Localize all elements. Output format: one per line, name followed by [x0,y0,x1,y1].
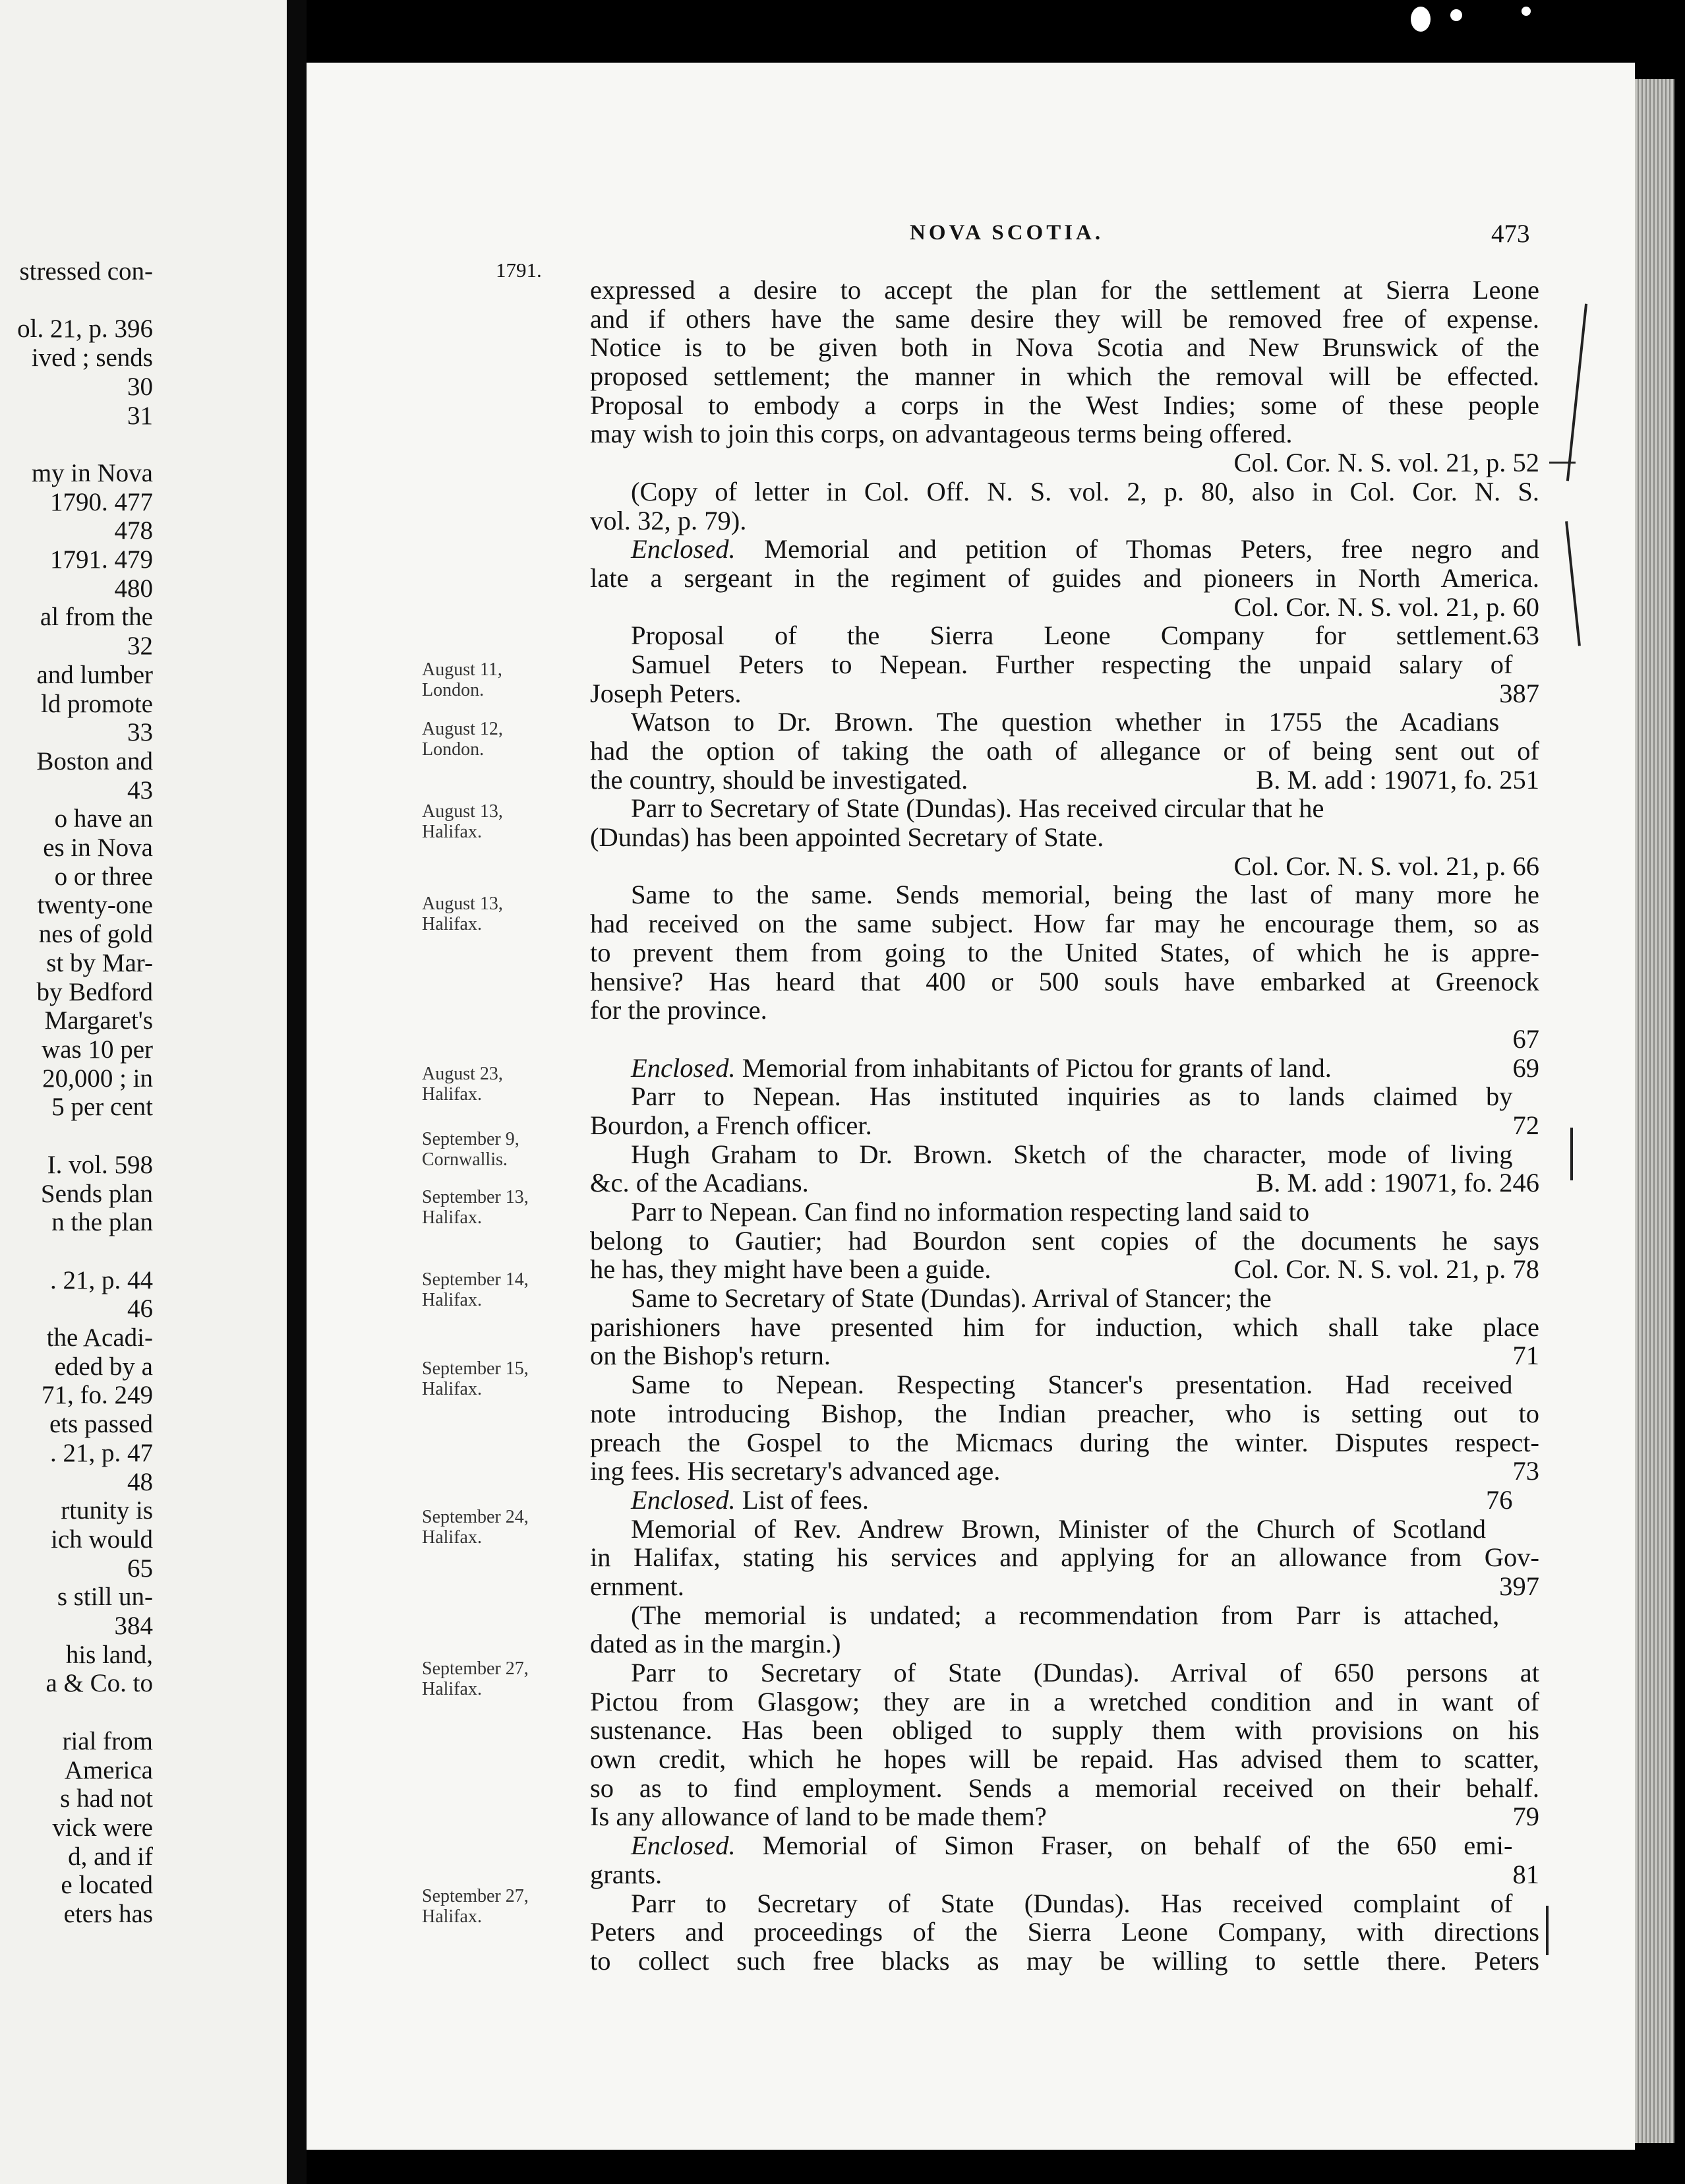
text-line: Enclosed. List of fees. 76 [631,1484,1513,1515]
margin-note [422,1187,587,1228]
margin-note [422,1129,587,1170]
left-page-line: es in Nova [43,834,153,863]
text-line: Enclosed. Memorial from inhabitants of Pictou for grants of land. 69 [631,1052,1539,1083]
left-page-line [0,1698,153,1727]
margin-note-place: Halifax. [422,1679,482,1699]
text-line: Hugh Graham to Dr. Brown. Sketch of the character, mode of living [631,1139,1513,1169]
text-line: dated as in the margin.) [590,1629,841,1659]
margin-note-date: August 13, [422,894,503,914]
margin-note-date: September 13, [422,1187,529,1207]
left-page-line [0,430,153,459]
left-page-line: rial from [62,1726,153,1755]
left-page-line: a & Co. to [45,1669,153,1698]
left-page-line: ol. 21, p. 396 [17,315,153,344]
text-line: on the Bishop's return. 71 [590,1341,1539,1371]
left-page-line: . 21, p. 44 [50,1265,153,1294]
margin-note-date: September 14, [422,1269,529,1290]
text-line: Memorial of Rev. Andrew Brown, Minister of the Church of Scotland [631,1513,1486,1544]
text-line: preach the Gospel to the Micmacs during the winter. Disputes respect- [590,1427,1539,1457]
left-page-line: 32 [127,632,153,661]
text-line: Parr to Nepean. Can find no information respecting land said to [631,1197,1310,1227]
left-page-line: the Acadi- [46,1323,153,1352]
text-line: (Dundas) has been appointed Secretary of State. [590,822,1104,853]
scan-speck [1411,7,1431,32]
left-page-line: ich would [51,1525,153,1554]
left-page-line: d, and if [68,1842,153,1871]
left-page-line: Sends plan [40,1179,153,1208]
text-line: to prevent them from going to the United States, of which he is appre- [590,937,1539,967]
text-line: Proposal to embody a corps in the West Indies; some of these people [590,390,1539,420]
text-line: (The memorial is undated; a recommendation from Parr is attached, [631,1600,1500,1630]
text-line: Notice is to be given both in Nova Scotia and New Brunswick of the [590,332,1539,363]
left-page-line: 384 [114,1612,153,1641]
margin-note [422,1658,587,1699]
text-line: Same to the same. Sends memorial, being the last of many more he [631,880,1539,910]
text-line: Parr to Nepean. Has instituted inquiries as to lands claimed by [631,1081,1513,1112]
text-line: expressed a desire to accept the plan for the settlement at Sierra Leone [590,275,1539,305]
text-line: the country, should be investigated. B. M. add : 19071, fo. 251 [590,764,1539,795]
text-line: Is any allowance of land to be made them? 79 [590,1802,1539,1832]
left-page-text [0,257,153,1929]
margin-mark [1546,1906,1549,1955]
margin-note [422,659,587,700]
text-line: sustenance. Has been obliged to supply them with provisions on his [590,1715,1539,1745]
margin-note-date: August 23, [422,1064,503,1084]
margin-note-place: Cornwallis. [422,1149,508,1170]
margin-note-place: Halifax. [422,1290,482,1310]
left-page-line: 480 [114,574,153,603]
margin-mark [1570,1128,1573,1180]
text-line: Peters and proceedings of the Sierra Leone Company, with directions [590,1917,1539,1947]
margin-note-date: August 13, [422,801,503,822]
left-page-line: 48 [127,1467,153,1496]
text-line: Same to Nepean. Respecting Stancer's presentation. Had received [631,1370,1513,1400]
left-page-line: 71, fo. 249 [42,1381,153,1410]
citation: Col. Cor. N. S. vol. 21, p. 60 [1233,592,1539,622]
left-page [0,0,287,2184]
text-line: Joseph Peters. 387 [590,678,1539,708]
margin-note-place: Halifax. [422,1906,482,1927]
left-page-line: I. vol. 598 [47,1150,153,1179]
text-line: he has, they might have been a guide. Col. Cor. N. S. vol. 21, p. 78 [590,1254,1539,1285]
margin-tick [1549,462,1576,464]
text-line: late a sergeant in the regiment of guides and pioneers in North America. [590,562,1539,593]
margin-note-date: September 15, [422,1358,529,1379]
margin-note-place: London. [422,739,485,760]
left-page-line: rtunity is [61,1496,153,1525]
text-line: Pictou from Glasgow; they are in a wretched condition and in want of [590,1686,1539,1716]
enclosed-label: Enclosed. [631,1831,736,1861]
text-line: so as to find employment. Sends a memorial received on their behalf. [590,1773,1539,1803]
left-page-line: eded by a [54,1352,153,1381]
page-edges [1635,79,1674,2143]
left-page-line: 65 [127,1554,153,1583]
text-line: may wish to join this corps, on advantageous terms being offered. [590,419,1293,449]
text-line: parishioners have presented him for induction, which shall take place [590,1312,1539,1342]
text-line: &c. of the Acadians. B. M. add : 19071, fo. 246 [590,1168,1539,1198]
folio-number: 67 [1512,1023,1539,1054]
book-gutter [287,0,307,2184]
text-line: for the province. [590,995,767,1025]
left-page-line: ived ; sends [31,344,153,373]
body-text [590,276,1539,1976]
enclosed-label: Enclosed. [631,1484,736,1515]
margin-note-place: Halifax. [422,914,482,934]
text-line: Parr to Secretary of State (Dundas). Arrival of 650 persons at [631,1658,1539,1687]
left-page-line: al from the [40,603,153,632]
left-page-line: America [64,1755,153,1784]
left-page-line: vick were [52,1813,153,1842]
left-page-line: by Bedford [36,977,153,1006]
margin-note [422,1507,587,1548]
text-line: Parr to Secretary of State (Dundas). Has received circular that he [631,793,1324,824]
left-page-line: Margaret's [44,1006,153,1035]
left-page-line: my in Nova [31,458,153,487]
text-line: Enclosed. Memorial and petition of Thomas Peters, free negro and [631,534,1539,564]
margin-note-place: London. [422,680,485,700]
left-page-line: o have an [54,804,153,834]
left-page-line: ets passed [49,1410,153,1439]
left-page-line: 31 [127,401,153,430]
text-line: ernment. 397 [590,1571,1539,1601]
citation: Col. Cor. N. S. vol. 21, p. 52 [1233,448,1539,478]
page-number: 473 [1491,220,1530,248]
text-line: hensive? Has heard that 400 or 500 souls have embarked at Greenock [590,966,1539,996]
margin-note [422,1886,587,1927]
text-line: ing fees. His secretary's advanced age. 73 [590,1456,1539,1486]
left-page-line: his land, [65,1640,153,1669]
left-page-line [0,286,153,315]
text-line: Parr to Secretary of State (Dundas). Has received complaint of [631,1888,1513,1918]
text-line: Watson to Dr. Brown. The question whether in 1755 the Acadians [631,707,1500,737]
text-line: belong to Gautier; had Bourdon sent copies of the documents he says [590,1225,1539,1256]
margin-note [422,801,587,842]
left-page-line: 33 [127,718,153,747]
left-page-line: 46 [127,1294,153,1323]
margin-note-place: Halifax. [422,1527,482,1548]
left-page-line: nes of gold [38,920,153,949]
margin-note-place: Halifax. [422,822,482,842]
left-page-line: 30 [127,372,153,401]
margin-note-place: Halifax. [422,1207,482,1228]
margin-note [422,1064,587,1105]
text-line: Samuel Peters to Nepean. Further respecting the unpaid salary of [631,649,1513,679]
margin-note [422,1269,587,1310]
margin-note-place: Halifax. [422,1379,482,1399]
text-line: had the option of taking the oath of allegance or of being sent out of [590,736,1539,766]
margin-note [422,894,587,934]
text-line: to collect such free blacks as may be willing to settle there. Peters [590,1945,1539,1976]
left-page-line: 478 [114,516,153,545]
text-line: (Copy of letter in Col. Off. N. S. vol. 2, p. 80, also in Col. Cor. N. S. [631,476,1539,506]
text-line: note introducing Bishop, the Indian preacher, who is setting out to [590,1398,1539,1428]
text-line: in Halifax, stating his services and applying for an allowance from Gov- [590,1542,1539,1573]
enclosed-label: Enclosed. [631,534,736,564]
left-page-line: s had not [60,1784,153,1813]
left-page-line: n the plan [51,1208,153,1237]
text-line: Same to Secretary of State (Dundas). Arrival of Stancer; the [631,1283,1272,1314]
margin-note-date: September 9, [422,1129,519,1149]
text-line: proposed settlement; the manner in which the removal will be effected. [590,361,1539,392]
text-line: and if others have the same desire they will be removed free of expense. [590,303,1539,334]
text-line: grants. 81 [590,1859,1539,1889]
left-page-line: 43 [127,775,153,804]
left-page-line [0,1122,153,1151]
margin-note-date: September 27, [422,1658,529,1679]
year-heading: 1791. [496,258,542,282]
running-head: NOVA SCOTIA. [910,221,1104,245]
left-page-line: . 21, p. 47 [50,1438,153,1467]
margin-note-date: August 11, [422,659,502,680]
margin-note-date: September 27, [422,1886,529,1906]
margin-note-date: August 12, [422,719,503,739]
text-line: own credit, which he hopes will be repaid. Has advised them to scatter, [590,1744,1539,1774]
left-page-line: stressed con- [19,257,153,286]
left-page-line: ld promote [40,689,153,718]
margin-note [422,1358,587,1399]
scan-speck [1522,7,1531,16]
text-line: vol. 32, p. 79). [590,505,747,535]
left-page-line: 5 per cent [51,1093,153,1122]
left-page-line [0,1237,153,1266]
left-page-line: e located [61,1871,153,1900]
left-page-line: st by Mar- [46,948,153,977]
left-page-line: o or three [54,862,153,891]
left-page-line: 20,000 ; in [42,1064,153,1093]
margin-note-place: Halifax. [422,1084,482,1105]
text-line: had received on the same subject. How far may he encourage them, so as [590,909,1539,939]
enclosed-label: Enclosed. [631,1052,736,1083]
left-page-line: was 10 per [42,1035,153,1064]
scan-speck [1450,9,1462,21]
margin-note [422,719,587,760]
left-page-line: twenty-one [37,891,153,920]
left-page-line: Boston and [36,746,153,775]
left-page-line: eters has [63,1900,153,1929]
text-line: Bourdon, a French officer. 72 [590,1110,1539,1140]
left-page-line: s still un- [57,1583,153,1612]
citation: Col. Cor. N. S. vol. 21, p. 66 [1233,851,1539,881]
text-line: Proposal of the Sierra Leone Company for settlement. 63 [631,621,1539,651]
text-line: Enclosed. Memorial of Simon Fraser, on behalf of the 650 emi- [631,1831,1513,1861]
margin-note-date: September 24, [422,1507,529,1527]
left-page-line: and lumber [36,660,153,689]
left-page-line: 1790. 477 [50,487,153,516]
left-page-line: 1791. 479 [50,545,153,574]
